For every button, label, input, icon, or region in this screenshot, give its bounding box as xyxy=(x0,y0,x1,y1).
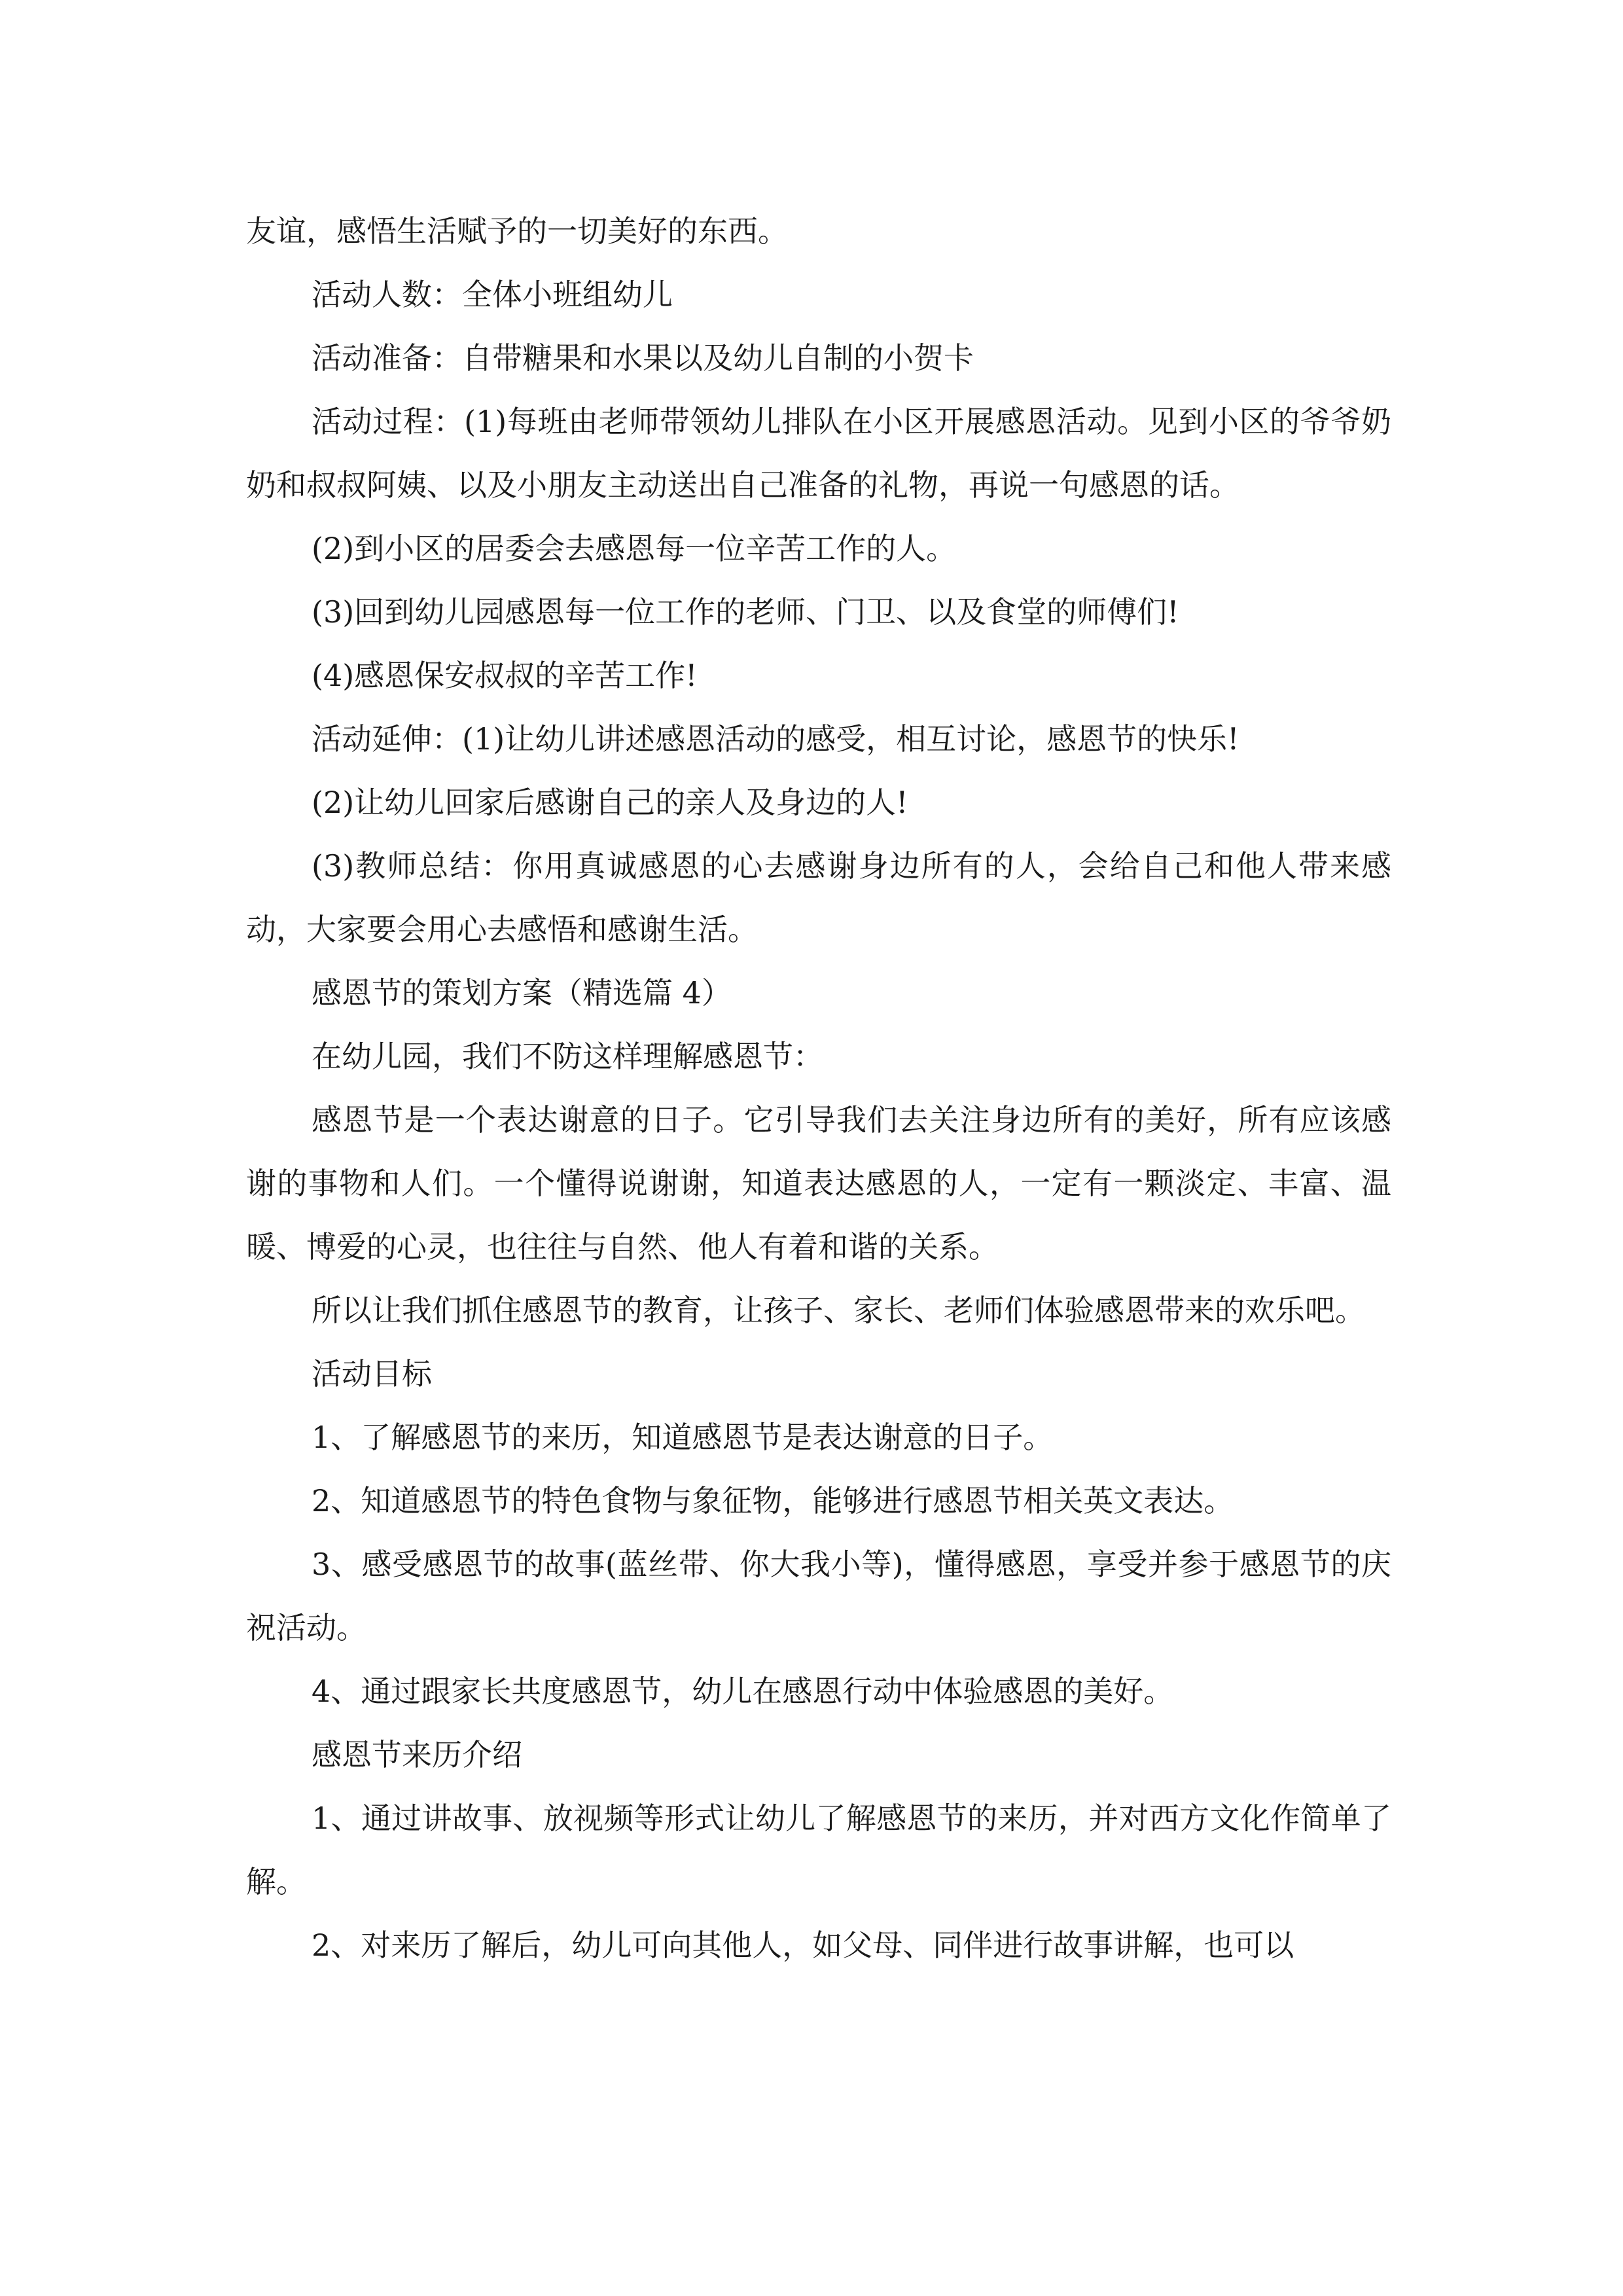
paragraph: (3)教师总结：你用真诚感恩的心去感谢身边所有的人，会给自己和他人带来感动，大家要会用心去感悟和感谢生活。 xyxy=(246,848,1391,947)
section-heading: 感恩节的策划方案（精选篇 4） xyxy=(312,975,732,1011)
paragraph: (2)到小区的居委会去感恩每一位辛苦工作的人。 xyxy=(312,531,957,566)
paragraph: (2)让幼儿回家后感谢自己的亲人及身边的人! xyxy=(312,785,908,820)
paragraph: (4)感恩保安叔叔的辛苦工作! xyxy=(312,658,698,693)
subheading: 感恩节来历介绍 xyxy=(312,1737,522,1772)
paragraph: 活动准备：自带糖果和水果以及幼儿自制的小贺卡 xyxy=(312,340,974,376)
paragraph: (3)回到幼儿园感恩每一位工作的老师、门卫、以及食堂的师傅们! xyxy=(312,594,1179,630)
paragraph: 活动延伸：(1)让幼儿讲述感恩活动的感受，相互讨论，感恩节的快乐! xyxy=(312,721,1240,757)
list-item: 2、对来历了解后，幼儿可向其他人，如父母、同伴进行故事讲解，也可以 xyxy=(312,1928,1294,1963)
paragraph: 活动过程：(1)每班由老师带领幼儿排队在小区开展感恩活动。见到小区的爷爷奶奶和叔叔阿姨、以及小朋友主动送出自己准备的礼物，再说一句感恩的话。 xyxy=(246,404,1391,503)
subheading: 活动目标 xyxy=(312,1356,432,1391)
list-item: 4、通过跟家长共度感恩节，幼儿在感恩行动中体验感恩的美好。 xyxy=(312,1674,1174,1709)
paragraph: 友谊，感悟生活赋予的一切美好的东西。 xyxy=(246,213,788,249)
paragraph: 所以让我们抓住感恩节的教育，让孩子、家长、老师们体验感恩带来的欢乐吧。 xyxy=(312,1293,1365,1328)
paragraph: 在幼儿园，我们不防这样理解感恩节： xyxy=(312,1039,823,1074)
list-item: 3、感受感恩节的故事(蓝丝带、你大我小等)，懂得感恩，享受并参于感恩节的庆祝活动。 xyxy=(246,1547,1391,1645)
list-item: 2、知道感恩节的特色食物与象征物，能够进行感恩节相关英文表达。 xyxy=(312,1483,1234,1518)
paragraph: 活动人数：全体小班组幼儿 xyxy=(312,277,673,312)
document-body xyxy=(246,200,1391,1977)
list-item: 1、了解感恩节的来历，知道感恩节是表达谢意的日子。 xyxy=(312,1420,1054,1455)
list-item: 1、通过讲故事、放视频等形式让幼儿了解感恩节的来历，并对西方文化作简单了解。 xyxy=(246,1801,1391,1899)
paragraph: 感恩节是一个表达谢意的日子。它引导我们去关注身边所有的美好，所有应该感谢的事物和人们。一个懂得说谢谢，知道表达感恩的人，一定有一颗淡定、丰富、温暖、博爱的心灵，也往往与自然、他人有着和谐的关系。 xyxy=(246,1102,1391,1265)
